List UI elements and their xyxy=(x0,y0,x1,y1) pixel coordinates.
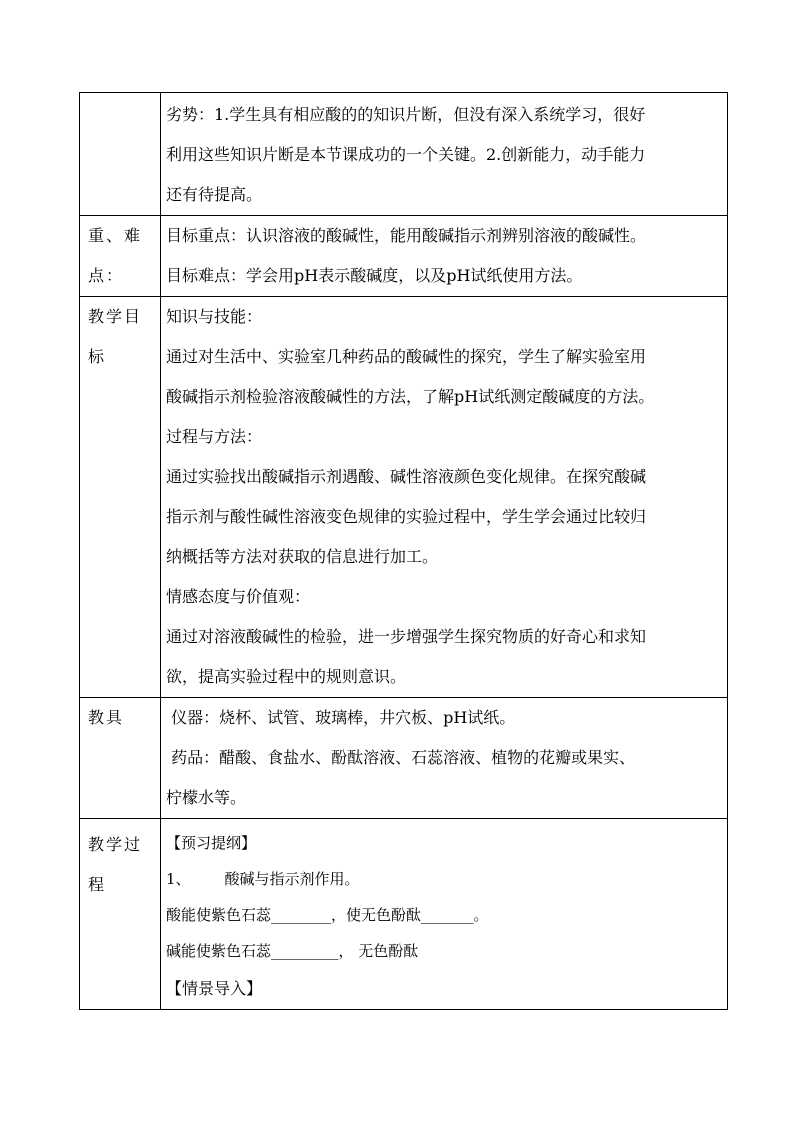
text-line: 知识与技能： xyxy=(166,307,263,326)
text-line: 劣势：1.学生具有相应酸的的知识片断，但没有深入系统学习，很好 xyxy=(166,105,646,124)
row-objectives xyxy=(80,297,728,698)
fill-blank-base: 碱能使紫色石蕊_________， 无色酚酞 xyxy=(166,942,419,960)
text-line: 利用这些知识片断是本节课成功的一个关键。2.创新能力，动手能力 xyxy=(166,145,646,164)
label-line: 教学过 xyxy=(88,835,143,854)
analysis-content xyxy=(161,93,728,216)
row-process xyxy=(80,819,728,1010)
text-line: 仪器：烧杯、试管、玻璃棒，井穴板、pH试纸。 xyxy=(166,708,516,727)
text-line: 纳概括等方法对获取的信息进行加工。 xyxy=(166,547,439,566)
text-line: 过程与方法： xyxy=(166,427,263,446)
lesson-plan-table xyxy=(79,92,728,1010)
item-number: 1、 xyxy=(166,870,191,888)
label-line: 标 xyxy=(88,347,107,366)
row-label-equipment xyxy=(80,698,161,819)
label-line: 教学目 xyxy=(88,307,143,326)
label-line: 教具 xyxy=(88,708,125,727)
label-line: 重、难 xyxy=(88,226,143,245)
text-line: 柠檬水等。 xyxy=(166,788,247,807)
text-line: 情感态度与价值观： xyxy=(166,587,311,606)
text-line: 通过对生活中、实验室几种药品的酸碱性的探究，学生了解实验室用 xyxy=(166,347,647,366)
row-label-key-points xyxy=(80,216,161,297)
section-heading: 【情景导入】 xyxy=(166,979,263,998)
text-line: 通过实验找出酸碱指示剂遇酸、碱性溶液颜色变化规律。在探究酸碱 xyxy=(166,467,647,486)
text-line: 目标难点：学会用pH表示酸碱度，以及pH试纸使用方法。 xyxy=(166,266,583,285)
outline-item xyxy=(161,861,727,897)
row-equipment xyxy=(80,698,728,819)
text-line: 药品：醋酸、食盐水、酚酞溶液、石蕊溶液、植物的花瓣或果实、 xyxy=(166,748,636,767)
item-text: 酸碱与指示剂作用。 xyxy=(224,870,360,888)
text-line: 目标重点：认识溶液的酸碱性，能用酸碱指示剂辨别溶液的酸碱性。 xyxy=(166,226,647,245)
section-heading: 【预习提纲】 xyxy=(166,834,257,852)
text-line: 欲，提高实验过程中的规则意识。 xyxy=(166,667,407,686)
label-line: 点： xyxy=(88,266,125,285)
fill-blank-acid: 酸能使紫色石蕊________，使无色酚酞_______。 xyxy=(166,906,489,924)
row-key-points xyxy=(80,216,728,297)
text-line: 还有待提高。 xyxy=(166,185,263,204)
row-analysis xyxy=(80,93,728,216)
row-label-objectives xyxy=(80,297,161,698)
text-line: 指示剂与酸性碱性溶液变色规律的实验过程中，学生学会通过比较归 xyxy=(166,507,647,526)
text-line: 通过对溶液酸碱性的检验，进一步增强学生探究物质的好奇心和求知 xyxy=(166,627,647,646)
row-label-empty xyxy=(80,93,161,216)
equipment-content xyxy=(161,698,728,819)
key-points-content xyxy=(161,216,728,297)
objectives-content xyxy=(161,297,728,698)
row-label-process xyxy=(80,819,161,1010)
process-content xyxy=(161,819,728,1010)
text-line: 酸碱指示剂检验溶液酸碱性的方法，了解pH试纸测定酸碱度的方法。 xyxy=(166,387,655,406)
label-line: 程 xyxy=(88,875,107,894)
